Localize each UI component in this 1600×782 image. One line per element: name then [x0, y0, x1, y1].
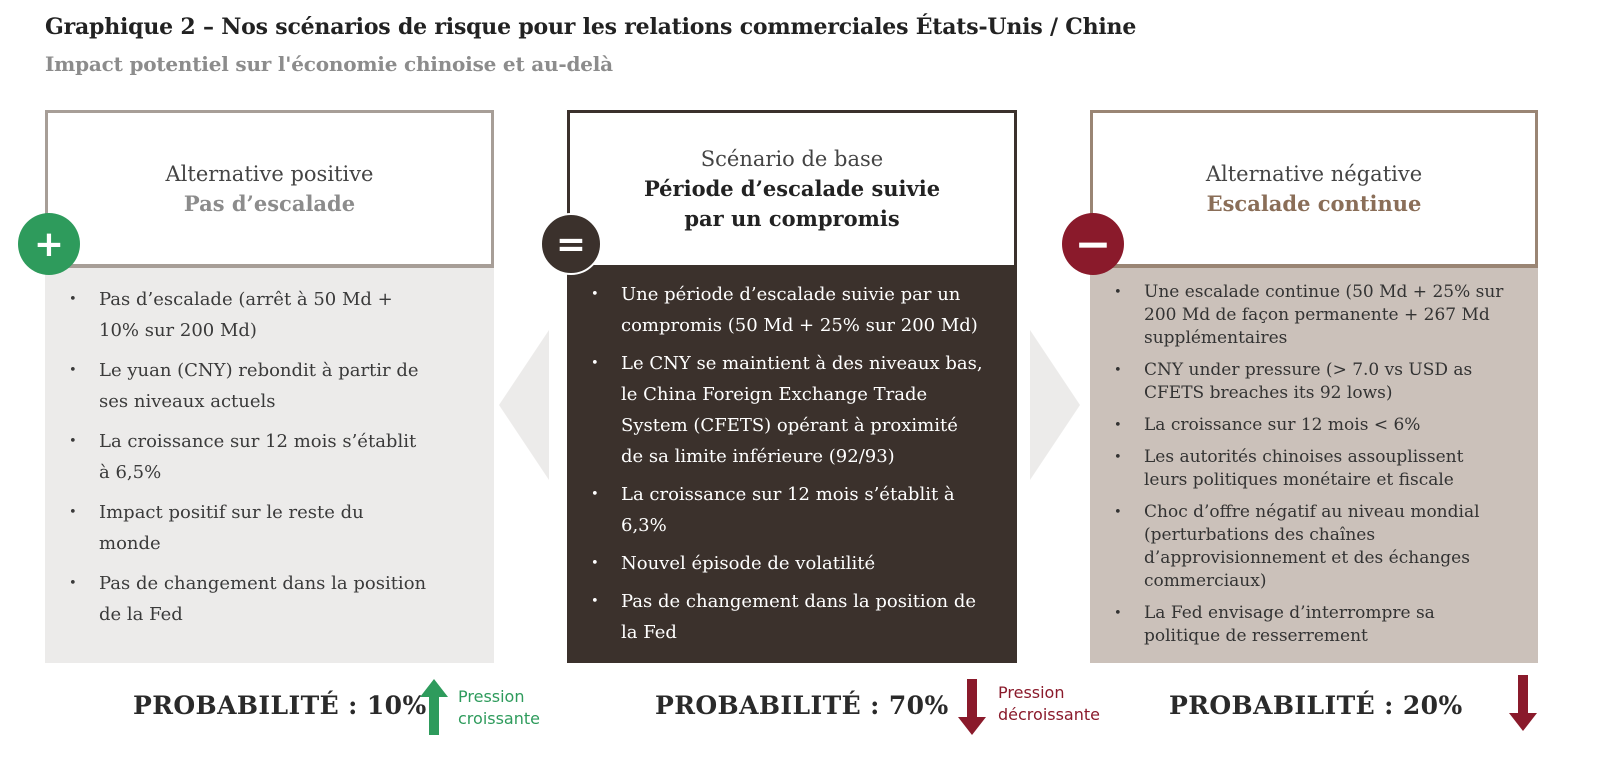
positive-scenario-name: Pas d’escalade: [183, 190, 356, 216]
bullet-item: • Impact positif sur le reste du monde: [67, 497, 427, 559]
bullet-item: • Pas de changement dans la position de la Fed: [67, 568, 427, 630]
positive-pressure-label: [458, 686, 540, 730]
bullet-item: • Pas d’escalade (arrêt à 50 Md + 10% sur 200 Md): [67, 284, 427, 346]
chevron-left-icon: [499, 330, 549, 480]
negative-scenario-panel: [1090, 110, 1538, 663]
bullet-item: • Une escalade continue (50 Md + 25% sur 200 Md de façon permanente + 267 Md supplémentaires: [1112, 281, 1512, 350]
bullet-item: • Choc d’offre négatif au niveau mondial (perturbations des chaînes d’approvisionnement et des échanges commerciaux): [1112, 501, 1512, 593]
arrow-down-icon: [1509, 675, 1537, 731]
negative-scenario-label: Alternative négative: [1205, 161, 1423, 186]
plus-icon: +: [18, 213, 80, 275]
base-scenario-panel: [567, 110, 1017, 663]
bullet-item: • Les autorités chinoises assouplissent leurs politiques monétaire et fiscale: [1112, 446, 1512, 492]
arrow-up-icon: [420, 679, 448, 735]
bullet-item: • Le CNY se maintient à des niveaux bas, le China Foreign Exchange Trade System (CFETS) opérant à proximité de sa limite inférieure (92/93): [589, 348, 985, 472]
base-scenario-label: Scénario de base: [700, 147, 884, 171]
bullet-item: • La Fed envisage d’interrompre sa politique de resserrement: [1112, 602, 1512, 648]
base-scenario-bullets: [589, 279, 985, 648]
positive-scenario-panel: [45, 110, 494, 663]
arrow-down-icon: [958, 679, 986, 735]
base-probability: PROBABILITÉ : 70%: [655, 691, 949, 720]
bullet-item: • CNY under pressure (> 7.0 vs USD as CFETS breaches its 92 lows): [1112, 359, 1512, 405]
positive-scenario-label: Alternative positive: [165, 161, 374, 186]
positive-scenario-header: [45, 110, 494, 268]
base-scenario-name-line-1: Période d’escalade suivie: [643, 176, 941, 201]
pressure-line-1: Pression: [458, 687, 525, 706]
base-scenario-header: [567, 110, 1017, 268]
negative-scenario-name: Escalade continue: [1206, 190, 1422, 216]
positive-scenario-bullets: [67, 284, 427, 630]
bullet-item: • La croissance sur 12 mois s’établit à 6,5%: [67, 426, 427, 488]
base-pressure-label: [998, 682, 1100, 726]
minus-icon: −: [1062, 213, 1124, 275]
chevron-right-icon: [1030, 330, 1080, 480]
bullet-item: • Nouvel épisode de volatilité: [589, 548, 985, 579]
bullet-item: • La croissance sur 12 mois < 6%: [1112, 414, 1512, 437]
negative-scenario-bullets: [1112, 281, 1512, 648]
bullet-item: • Pas de changement dans la position de la Fed: [589, 586, 985, 648]
positive-probability: PROBABILITÉ : 10%: [133, 691, 427, 720]
chart-title: Graphique 2 – Nos scénarios de risque pour les relations commerciales États-Unis / Chine: [45, 14, 1137, 40]
pressure-line-1: Pression: [998, 683, 1065, 702]
bullet-item: • La croissance sur 12 mois s’établit à 6,3%: [589, 479, 985, 541]
pressure-line-2: croissante: [458, 709, 540, 728]
negative-scenario-header: [1090, 110, 1538, 268]
base-scenario-name-line-2: par un compromis: [684, 206, 900, 231]
bullet-item: • Une période d’escalade suivie par un compromis (50 Md + 25% sur 200 Md): [589, 279, 985, 341]
negative-probability: PROBABILITÉ : 20%: [1169, 691, 1463, 720]
bullet-item: • Le yuan (CNY) rebondit à partir de ses niveaux actuels: [67, 355, 427, 417]
pressure-line-2: décroissante: [998, 705, 1100, 724]
chart-subtitle: Impact potentiel sur l'économie chinoise et au-delà: [45, 52, 613, 76]
equals-icon: =: [540, 213, 602, 275]
